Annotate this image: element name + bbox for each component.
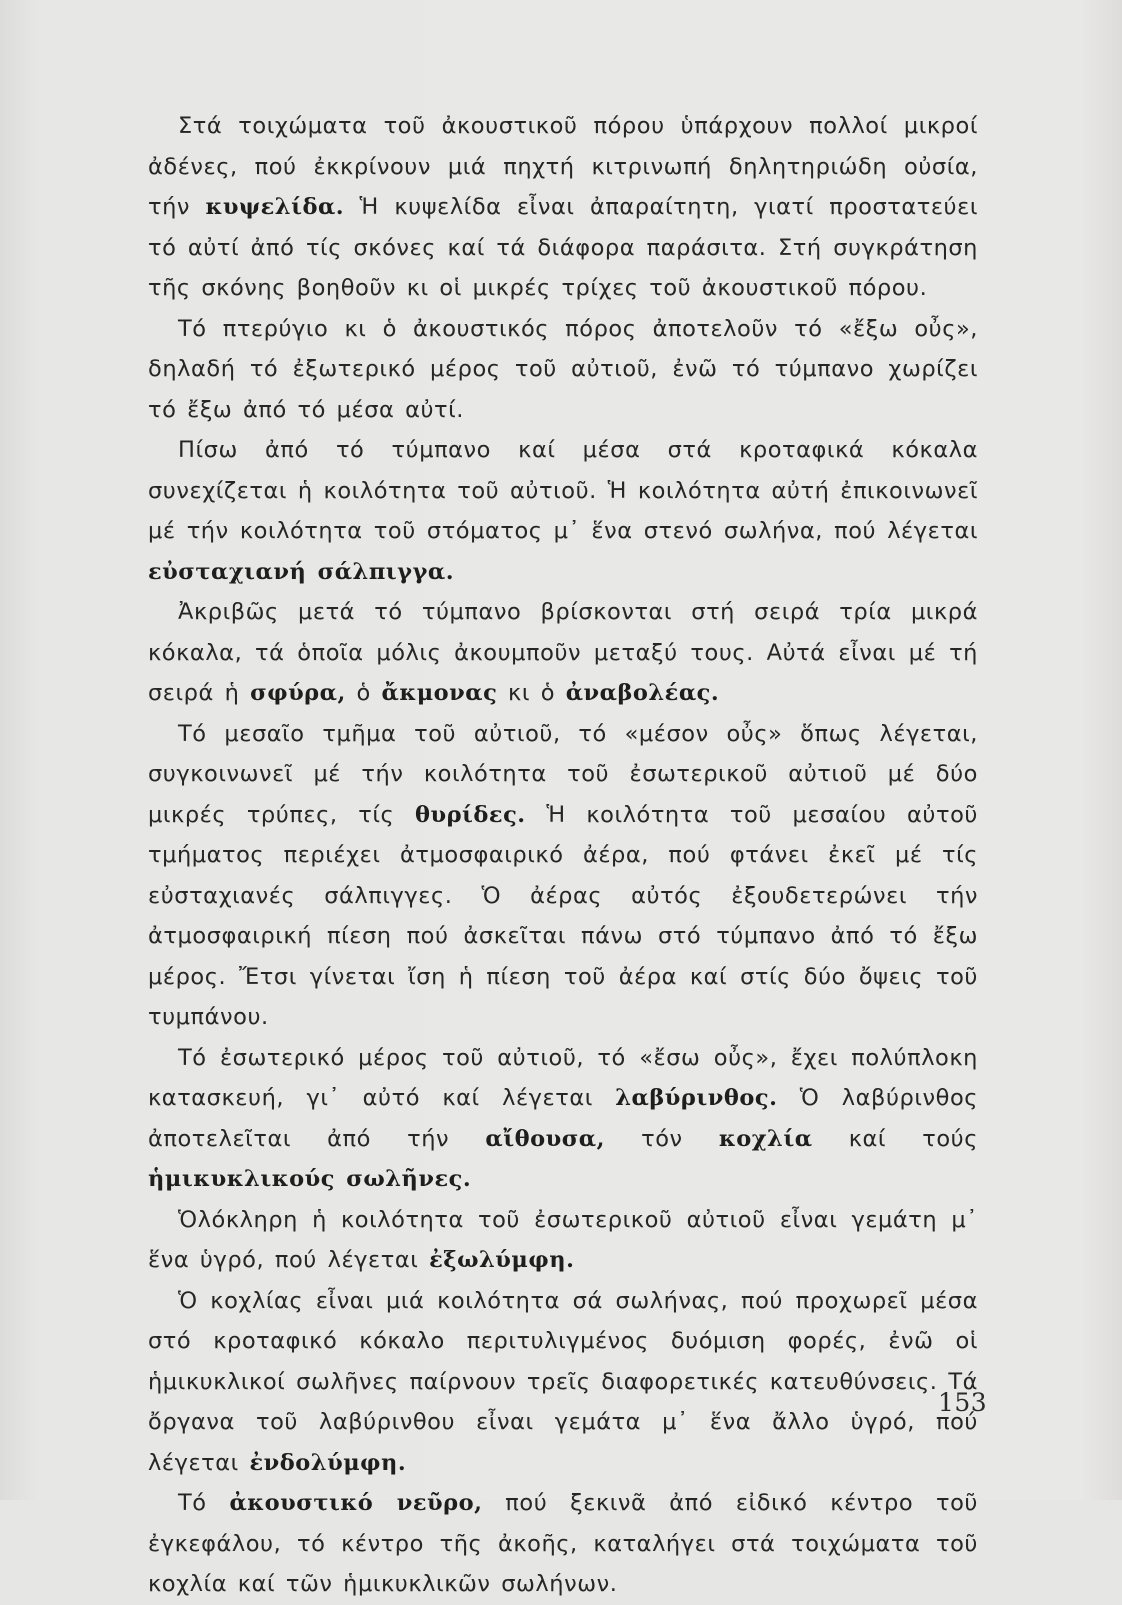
bold-term: ἀκουστικό νεῦρο, — [229, 1490, 483, 1516]
paragraph — [148, 106, 978, 309]
paragraph — [148, 1281, 978, 1484]
bold-term: ἐξωλύμφη. — [429, 1247, 575, 1273]
bold-term: σφύρα, — [250, 680, 346, 706]
bold-term: εὐσταχιανή σάλπιγγα. — [148, 558, 455, 585]
text-run: Ὁ κοχλίας εἶναι μιά κοιλότητα σά σωλήνας, πού προχωρεῖ μέσα στό κροταφικό κόκαλο περιτυλιγμένος δυόμιση φορές, ἐνῶ οἱ ἡμικυκλικοί σωλῆνες παίρνουν τρεῖς διαφορετικές κατευθύνσεις. Τά ὄργανα τοῦ λαβύρινθου εἶναι γεμάτα μ᾿ ἕνα ἄλλο ὑγρό, πού λέγεται — [148, 1287, 978, 1476]
text-run: κι ὁ — [497, 680, 566, 706]
text-run: Στά τοιχώματα τοῦ ἀκουστικοῦ πόρου ὑπάρχουν πολλοί μικροί ἀδένες, πού ἐκκρίνουν μιά πηχτή κιτρινωπή δηλητηριώδη οὐσία, τήν — [148, 113, 978, 220]
paragraph — [148, 430, 978, 592]
text-run: ὁ — [345, 680, 382, 706]
page-number: 153 — [938, 1388, 988, 1417]
text-run: Τό ἐσωτερικό μέρος τοῦ αὐτιοῦ, τό «ἔσω οὖς», ἔχει πολύπλοκη κατασκευή, γι᾿ αὐτό καί λέγεται — [148, 1044, 978, 1111]
text-run: Ἀκριβῶς μετά τό τύμπανο βρίσκονται στή σειρά τρία μικρά κόκαλα, τά ὁποῖα μόλις ἀκουμποῦν μεταξύ τους. Αὐτά εἶναι μέ τή σειρά ἡ — [148, 599, 978, 706]
text-run: τόν — [604, 1125, 719, 1152]
paragraph — [148, 592, 978, 714]
paragraph — [148, 1483, 978, 1605]
bold-term: ἡμικυκλικούς σωλῆνες. — [148, 1166, 472, 1192]
paragraph — [148, 1038, 978, 1200]
bold-term: αἴθουσα, — [485, 1125, 605, 1152]
bold-term: ἄκμονας — [381, 680, 498, 706]
text-run: Ὁ λαβύρινθος ἀποτελεῖται ἀπό τήν — [148, 1085, 979, 1152]
bold-term: θυρίδες. — [414, 801, 526, 828]
bold-term: ἐνδολύμφη. — [249, 1449, 407, 1476]
paragraph — [148, 309, 978, 431]
text-run: Ἡ κυψελίδα εἶναι ἀπαραίτητη, γιατί προστατεύει τό αὐτί ἀπό τίς σκόνες καί τά διάφορα παράσιτα. Στή συγκράτηση τῆς σκόνης βοηθοῦν κι οἱ μικρές τρίχες τοῦ ἀκουστικοῦ πόρου. — [148, 194, 979, 301]
text-run: Ὁλόκληρη ἡ κοιλότητα τοῦ ἐσωτερικοῦ αὐτιοῦ εἶναι γεμάτη μ᾿ ἕνα ὑγρό, πού λέγεται — [148, 1206, 978, 1273]
bold-term: κυψελίδα. — [205, 194, 345, 220]
text-run: Τό — [178, 1490, 230, 1516]
text-run: Ἡ κοιλότητα τοῦ μεσαίου αὐτοῦ τμήματος περιέχει ἀτμοσφαιρικό ἀέρα, πού φτάνει ἐκεῖ μέ τίς εὐσταχιανές σάλπιγγες. Ὁ ἀέρας αὐτός ἐξουδετερώνει τήν ἀτμοσφαιρική πίεση πού ἀσκεῖται πάνω στό τύμπανο ἀπό τό ἔξω μέρος. Ἔτσι γίνεται ἴση ἡ πίεση τοῦ ἀέρα καί στίς δύο ὄψεις τοῦ τυμπάνου. — [148, 801, 978, 1030]
body-text — [148, 106, 978, 1605]
text-run: Πίσω ἀπό τό τύμπανο καί μέσα στά κροταφικά κόκαλα συνεχίζεται ἡ κοιλότητα τοῦ αὐτιοῦ. Ἡ κοιλότητα αὐτή ἐπικοινωνεῖ μέ τήν κοιλότητα τοῦ στόματος μ᾿ ἕνα στενό σωλήνα, πού λέγεται — [148, 437, 978, 544]
paragraph — [148, 714, 978, 1038]
text-run: Τό πτερύγιο κι ὁ ἀκουστικός πόρος ἀποτελοῦν τό «ἔξω οὖς», δηλαδή τό ἐξωτερικό μέρος τοῦ αὐτιοῦ, ἐνῶ τό τύμπανο χωρίζει τό ἔξω ἀπό τό μέσα αὐτί. — [148, 315, 978, 423]
text-run: Τό μεσαῖο τμῆμα τοῦ αὐτιοῦ, τό «μέσον οὖς» ὅπως λέγεται, συγκοινωνεῖ μέ τήν κοιλότητα τοῦ ἐσωτερικοῦ αὐτιοῦ μέ δύο μικρές τρύπες, τίς — [148, 720, 978, 828]
paragraph — [148, 1200, 978, 1281]
text-run: πού ξεκινᾶ ἀπό εἰδικό κέντρο τοῦ ἐγκεφάλου, τό κέντρο τῆς ἀκοῆς, καταλήγει στά τοιχώματα τοῦ κοχλία καί τῶν ἡμικυκλικῶν σωλήνων. — [148, 1490, 978, 1597]
bold-term: κοχλία — [718, 1125, 813, 1152]
text-run: καί τούς — [812, 1125, 979, 1152]
bold-term: λαβύρινθος. — [615, 1085, 778, 1111]
bold-term: ἀναβολέας. — [565, 680, 720, 706]
